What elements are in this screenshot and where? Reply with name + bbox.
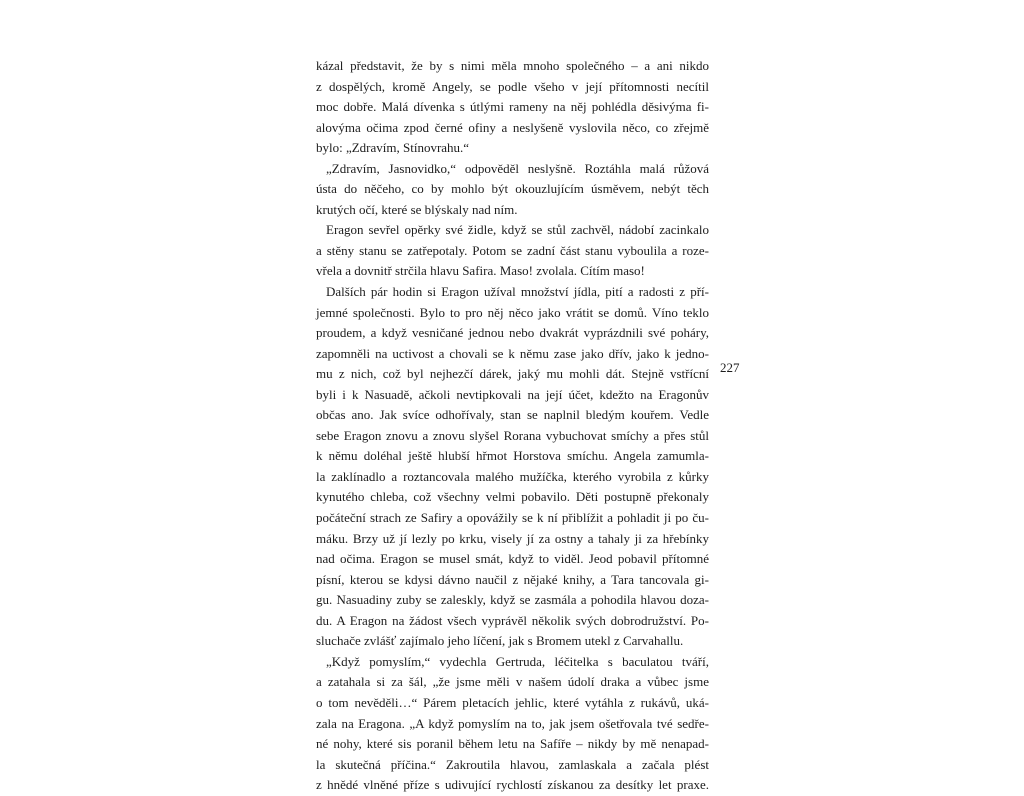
text-line: alovýma očima zpod černé ofiny a neslyšeně vyslovila něco, co zřejmě [316, 119, 709, 135]
text-line: Dalších pár hodin si Eragon užíval množství jídla, pití a radosti z pří- [326, 284, 709, 300]
text-line: a zatahala si za šál, „že jsme měli v našem údolí draka a vůbec jsme [316, 674, 709, 690]
paragraph [316, 652, 709, 796]
text-line: bylo: „Zdravím, Stínovrahu.“ [316, 140, 470, 156]
paragraph [316, 56, 709, 159]
text-line: jemné společnosti. Bylo to pro něj něco jako vrátit se domů. Víno teklo [316, 304, 709, 320]
text-line: písní, kterou se kdysi dávno naučil z nějaké knihy, a Tara tancovala gi- [316, 571, 709, 587]
text-line: nad očima. Eragon se musel smát, když to viděl. Jeod pobavil přítomné [316, 551, 709, 567]
text-line: byli i k Nasuadě, ačkoli nevtipkovali na její účet, kdežto na Eragonův [316, 386, 709, 402]
paragraph [316, 159, 709, 221]
text-line: z dospělých, kromě Angely, se podle všeho v její přítomnosti necítil [316, 78, 709, 94]
text-line: krutých očí, které se blýskaly nad ním. [316, 201, 518, 217]
text-line: du. A Eragon na žádost všech vyprávěl několik svých dobrodružství. Po- [316, 612, 709, 628]
paragraph [316, 220, 709, 282]
text-line: kázal představit, že by s nimi měla mnoho společného – a ani nikdo [316, 58, 709, 73]
text-line: mu z nich, což byl nejhezčí dárek, jaký mu mohli dát. Stejně vstřícní [316, 366, 709, 382]
text-line: máku. Brzy už jí lezly po krku, visely jí za ostny a tahaly ji za hřebínky [316, 530, 709, 546]
text-line: občas ano. Jak svíce odhořívaly, stan se naplnil bledým kouřem. Vedle [316, 407, 709, 423]
text-line: „Když pomyslím,“ vydechla Gertruda, léčitelka s baculatou tváří, [326, 653, 709, 669]
text-line: zapomněli na uctivost a chovali se k němu zase jako dřív, jako k jedno- [316, 345, 709, 361]
text-line: sebe Eragon znovu a znovu slyšel Rorana vybuchovat smíchy a přes stůl [316, 427, 709, 443]
text-line: a stěny stanu se zatřepotaly. Potom se zadní část stanu vyboulila a roze- [316, 242, 709, 258]
text-line: vřela a dovnitř strčila hlavu Safira. Maso! zvolala. Cítím maso! [316, 263, 645, 279]
text-line: la zaklínadlo a roztancovala malého mužíčka, kterého vyrobila z kůrky [316, 468, 709, 484]
text-line: gu. Nasuadiny zuby se zaleskly, když se zasmála a pohodila hlavou doza- [316, 592, 709, 608]
text-line: sluchače zvlášť zajímalo jeho líčení, jak s Bromem utekl z Carvahallu. [316, 633, 684, 649]
text-line: proudem, a když vesničané jednou nebo dvakrát vyprázdnili své poháry, [316, 325, 709, 341]
paragraph [316, 282, 709, 652]
page-number: 227 [720, 360, 740, 375]
text-line: kynutého chleba, což všechny velmi pobavilo. Děti postupně překonaly [316, 489, 709, 505]
text-line: ústa do něčeho, co by mohlo být okouzlujícím úsměvem, nebýt těch [316, 181, 709, 197]
text-line: moc dobře. Malá dívenka s útlými rameny na něj pohlédla děsivýma fi- [316, 99, 709, 115]
text-line: počáteční strach ze Safiry a opovážily se k ní přiblížit a pohladit ji po ču- [316, 510, 709, 526]
body-text [316, 56, 709, 796]
text-line: zala na Eragona. „A když pomyslím na to, jak jsem ošetřovala tvé sedře- [316, 715, 709, 731]
text-line: k němu doléhal ještě hlubší hřmot Horstova smíchu. Angela zamumla- [316, 448, 709, 464]
text-line: Eragon sevřel opěrky své židle, když se stůl zachvěl, nádobí zacinkalo [326, 222, 709, 238]
text-line: z hnědé vlněné příze s udivující rychlostí získanou za desítky let praxe. [316, 777, 709, 793]
text-line: „Zdravím, Jasnovidko,“ odpověděl neslyšně. Roztáhla malá růžová [326, 160, 709, 176]
text-line: né nohy, které sis poranil během letu na Safíře – nikdy by mě nenapad- [316, 736, 709, 752]
text-line: o tom nevěděli…“ Párem pletacích jehlic, které vytáhla z rukávů, uká- [316, 694, 709, 710]
text-line: la skutečná příčina.“ Zakroutila hlavou, zamlaskala a začala plést [316, 756, 709, 772]
